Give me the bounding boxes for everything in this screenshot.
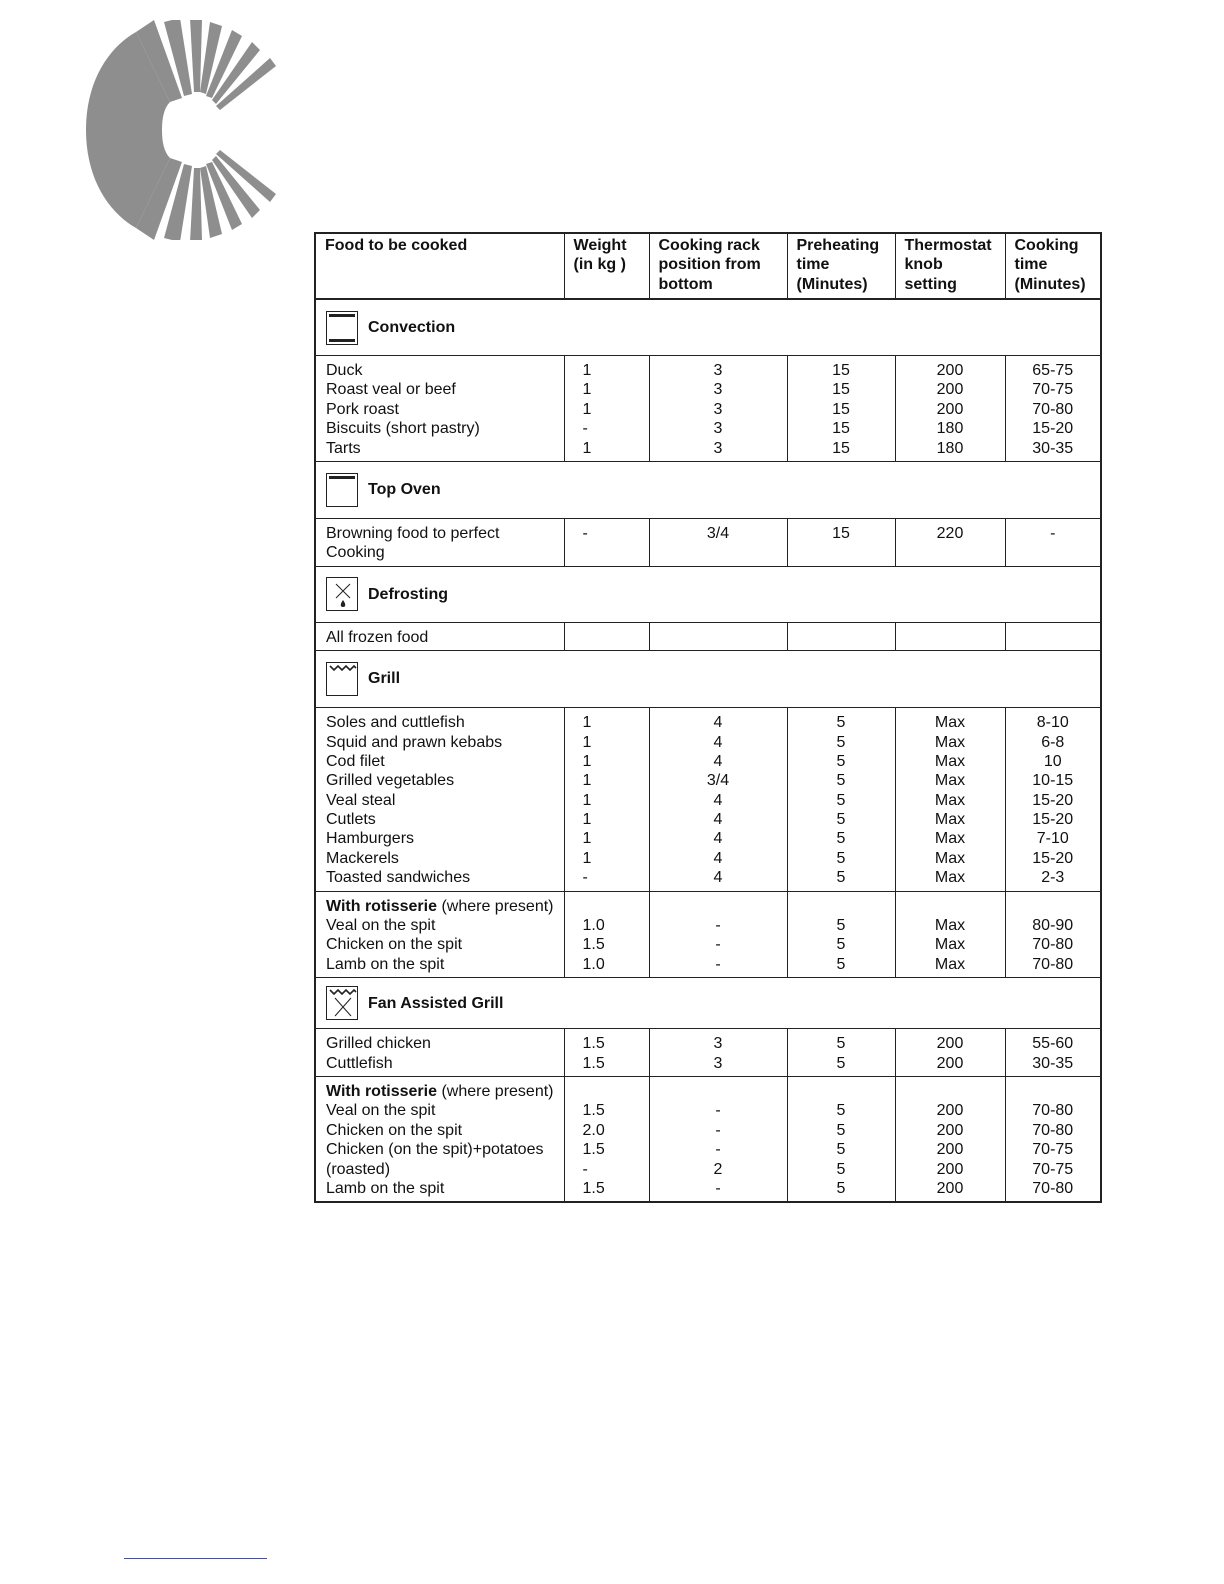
cell-line: Chicken (on the spit)+potatoes xyxy=(326,1141,544,1159)
preheat-cell xyxy=(787,1029,895,1077)
cell-line: 1 xyxy=(582,714,592,732)
fan-grill-mode-icon xyxy=(326,986,358,1020)
cell-line: Max xyxy=(934,849,966,867)
cell-line: 3 xyxy=(713,1054,723,1072)
cell-line: 6-8 xyxy=(1041,733,1065,751)
header-food: Food to be cooked xyxy=(315,233,564,299)
cell-line: Max xyxy=(934,917,966,935)
cell-line: 200 xyxy=(936,381,964,399)
cell-line: 4 xyxy=(713,849,723,867)
cell-line: Veal steal xyxy=(326,791,396,809)
weight-cell xyxy=(564,518,649,566)
section-title: Convection xyxy=(368,318,456,336)
cell-line: 5 xyxy=(836,936,846,954)
cell-line: 3 xyxy=(713,381,723,399)
food-cell xyxy=(315,518,564,566)
cell-line: 5 xyxy=(836,752,846,770)
cell-line: 70-75 xyxy=(1032,381,1074,399)
cell-line: Max xyxy=(934,733,966,751)
thermostat-cell xyxy=(895,356,1005,462)
cell-line: 1 xyxy=(582,362,592,379)
cell-line: 5 xyxy=(836,1121,846,1139)
thermostat-cell xyxy=(895,622,1005,650)
grill-mode-icon xyxy=(326,662,358,696)
cell-line: 5 xyxy=(836,1179,846,1197)
cell-line: 10-15 xyxy=(1032,772,1074,790)
cell-line: 30-35 xyxy=(1032,1054,1074,1072)
food-cell xyxy=(315,356,564,462)
cell-line xyxy=(650,543,787,562)
cell-line: 180 xyxy=(936,420,964,438)
table-row-group xyxy=(315,356,1101,462)
cell-line: 15 xyxy=(832,362,850,379)
cooking-time-cell xyxy=(1005,622,1101,650)
cell-line: 1.5 xyxy=(582,1102,605,1120)
cell-line: Duck xyxy=(326,362,363,379)
cell-line: 65-75 xyxy=(1032,362,1074,379)
cell-line xyxy=(896,628,1005,647)
section-defrosting xyxy=(315,566,1101,622)
cell-line: 4 xyxy=(713,714,723,732)
food-cell xyxy=(315,1029,564,1077)
cell-line: Max xyxy=(934,811,966,829)
cell-line: Hamburgers xyxy=(326,830,415,848)
cell-line: 3/4 xyxy=(706,524,730,542)
cell-line: - xyxy=(715,955,721,973)
cell-line: 1.5 xyxy=(582,936,605,954)
section-title: Defrosting xyxy=(368,585,448,603)
cell-line: Max xyxy=(934,936,966,954)
cell-line: 15-20 xyxy=(1032,811,1074,829)
preheat-cell xyxy=(787,356,895,462)
cell-line xyxy=(788,628,895,647)
cell-line: Pork roast xyxy=(326,400,399,418)
cell-line: 1 xyxy=(582,752,592,770)
table-row-group xyxy=(315,1076,1101,1202)
cell-line: Soles and cuttlefish xyxy=(326,714,465,732)
cell-line: 200 xyxy=(936,1102,964,1120)
cell-line xyxy=(650,628,787,647)
cell-line: Max xyxy=(934,752,966,770)
food-cell xyxy=(315,622,564,650)
cell-line: 15 xyxy=(832,420,850,438)
header-weight: Weight (in kg ) xyxy=(564,233,649,299)
cell-line: 3 xyxy=(713,439,723,457)
cell-line: 1 xyxy=(582,400,592,418)
cooking-time-cell xyxy=(1005,518,1101,566)
cell-line: Veal on the spit xyxy=(326,1102,436,1120)
cell-line: Roast veal or beef xyxy=(326,381,456,399)
cell-line: 5 xyxy=(836,849,846,867)
cell-line: 1.5 xyxy=(582,1179,605,1197)
cell-line: 70-80 xyxy=(1032,955,1074,973)
food-cell xyxy=(315,891,564,978)
rack-cell xyxy=(649,356,787,462)
cell-line: 1 xyxy=(582,439,592,457)
preheat-cell xyxy=(787,1076,895,1202)
section-fan-grill xyxy=(315,978,1101,1029)
cell-line: 4 xyxy=(713,811,723,829)
cell-line: - xyxy=(715,1102,721,1120)
cell-line: 1 xyxy=(582,791,592,809)
brand-logo xyxy=(86,20,282,240)
cell-line: 200 xyxy=(936,1141,964,1159)
rack-cell xyxy=(649,518,787,566)
cell-line: - xyxy=(715,1121,721,1139)
cell-line: 5 xyxy=(836,1141,846,1159)
rack-cell xyxy=(649,1076,787,1202)
cell-line: 55-60 xyxy=(1032,1035,1074,1053)
preheat-cell xyxy=(787,518,895,566)
cell-line: 200 xyxy=(936,1179,964,1197)
cell-line: Squid and prawn kebabs xyxy=(326,733,503,751)
cell-line: 80-90 xyxy=(1032,917,1074,935)
cell-line: 5 xyxy=(836,917,846,935)
table-row-group xyxy=(315,518,1101,566)
cell-line: 4 xyxy=(713,869,723,887)
rack-cell xyxy=(649,1029,787,1077)
cell-line: 10 xyxy=(1043,752,1062,770)
food-cell xyxy=(315,708,564,892)
cell-line: 1 xyxy=(582,830,592,848)
cell-line: 5 xyxy=(836,714,846,732)
cell-line: 200 xyxy=(936,400,964,418)
cell-line: Toasted sandwiches xyxy=(326,869,471,887)
section-grill xyxy=(315,651,1101,708)
cell-line: Max xyxy=(934,791,966,809)
table-row-group xyxy=(315,708,1101,892)
cell-line: 15 xyxy=(832,381,850,399)
weight-cell xyxy=(564,891,649,978)
weight-cell xyxy=(564,708,649,892)
cell-line: Lamb on the spit xyxy=(326,1179,445,1197)
cell-line xyxy=(896,543,1005,562)
cell-line xyxy=(1006,628,1101,647)
cell-line: 5 xyxy=(836,1054,846,1072)
thermostat-cell xyxy=(895,1029,1005,1077)
cell-line: - xyxy=(715,936,721,954)
cell-line: 70-75 xyxy=(1032,1160,1074,1178)
cell-line: 15 xyxy=(832,524,850,542)
weight-cell xyxy=(564,1076,649,1202)
preheat-cell xyxy=(787,622,895,650)
cell-line: 1 xyxy=(582,733,592,751)
cell-line: Max xyxy=(934,714,966,732)
cell-line: - xyxy=(582,869,588,887)
cell-line: Grilled vegetables xyxy=(326,772,455,790)
cell-line: - xyxy=(715,1179,721,1197)
cell-line: 1.5 xyxy=(582,1035,605,1053)
cell-line: Tarts xyxy=(326,439,361,457)
cell-line: 70-80 xyxy=(1032,936,1074,954)
cooking-time-cell xyxy=(1005,891,1101,978)
cell-line: Cod filet xyxy=(326,752,385,770)
food-cell xyxy=(315,1076,564,1202)
cell-line: 7-10 xyxy=(1036,830,1069,848)
rack-cell xyxy=(649,622,787,650)
cell-line xyxy=(788,543,895,562)
cell-line: 70-80 xyxy=(1032,1121,1074,1139)
cell-line: 1 xyxy=(582,381,592,399)
cell-line: 5 xyxy=(836,733,846,751)
cell-line: - xyxy=(582,1160,588,1178)
cell-line: Cuttlefish xyxy=(326,1054,393,1072)
cell-line: 5 xyxy=(836,772,846,790)
preheat-cell xyxy=(787,891,895,978)
cell-line: 1.0 xyxy=(582,917,605,935)
cooking-time-cell xyxy=(1005,1076,1101,1202)
cell-line: 5 xyxy=(836,1035,846,1053)
cell-line: 5 xyxy=(836,811,846,829)
rack-cell xyxy=(649,708,787,892)
cell-line: 15-20 xyxy=(1032,849,1074,867)
cell-line: Veal on the spit xyxy=(326,917,436,935)
cell-line xyxy=(583,543,649,562)
cell-line: Lamb on the spit xyxy=(326,955,445,973)
cell-line: 3 xyxy=(713,400,723,418)
cell-line: - xyxy=(715,1141,721,1159)
cell-line: Max xyxy=(934,772,966,790)
cell-line: 220 xyxy=(936,524,964,542)
thermostat-cell xyxy=(895,708,1005,892)
section-title: Grill xyxy=(368,670,401,688)
cell-line: Max xyxy=(934,830,966,848)
header-cooking-time: Cooking time (Minutes) xyxy=(1005,233,1101,299)
table-header xyxy=(315,233,1101,299)
cell-line: Grilled chicken xyxy=(326,1035,431,1053)
cell-line: (roasted) xyxy=(326,1160,391,1178)
cell-line: 180 xyxy=(936,439,964,457)
section-convection xyxy=(315,299,1101,356)
cell-line: 5 xyxy=(836,1102,846,1120)
weight-cell xyxy=(564,356,649,462)
preheat-cell xyxy=(787,708,895,892)
cell-line: 30-35 xyxy=(1032,439,1074,457)
rotisserie-label: With rotisserie xyxy=(326,897,437,915)
cell-line: Max xyxy=(934,869,966,887)
cell-line: 5 xyxy=(836,869,846,887)
cell-line: 70-80 xyxy=(1032,400,1074,418)
cell-line: 1.5 xyxy=(582,1054,605,1072)
cell-line: 4 xyxy=(713,830,723,848)
cell-line: 1.5 xyxy=(582,1141,605,1159)
thermostat-cell xyxy=(895,518,1005,566)
cell-line xyxy=(1006,543,1101,562)
cell-line: 3/4 xyxy=(706,772,730,790)
cell-line: 2-3 xyxy=(1041,869,1065,887)
cell-line: Chicken on the spit xyxy=(326,936,463,954)
cell-line: 1 xyxy=(582,849,592,867)
cell-line: - xyxy=(582,420,588,438)
cell-line: 200 xyxy=(936,1160,964,1178)
rotisserie-note: (where present) xyxy=(437,897,554,915)
cooking-time-cell xyxy=(1005,708,1101,892)
cell-line: 15-20 xyxy=(1032,420,1074,438)
section-title: Top Oven xyxy=(368,481,441,499)
rack-cell xyxy=(649,891,787,978)
rotisserie-note: (where present) xyxy=(437,1082,554,1100)
cell-line: 3 xyxy=(713,1035,723,1053)
cell-line: 5 xyxy=(836,955,846,973)
header-thermostat: Thermostat knob setting xyxy=(895,233,1005,299)
cell-line: Cutlets xyxy=(326,811,376,829)
cell-line: 15 xyxy=(832,400,850,418)
cell-line: 1 xyxy=(582,772,592,790)
cell-line: Cooking xyxy=(326,544,385,562)
cell-line: 200 xyxy=(936,1054,964,1072)
cooking-time-cell xyxy=(1005,1029,1101,1077)
cell-line: 5 xyxy=(836,1160,846,1178)
cell-line: 4 xyxy=(713,791,723,809)
rotisserie-label: With rotisserie xyxy=(326,1082,437,1100)
thermostat-cell xyxy=(895,891,1005,978)
cell-line: - xyxy=(582,524,588,542)
cell-line: 70-75 xyxy=(1032,1141,1074,1159)
cooking-time-cell xyxy=(1005,356,1101,462)
table-row-group xyxy=(315,1029,1101,1077)
cell-line: 5 xyxy=(836,791,846,809)
cell-line: 1.0 xyxy=(582,955,605,973)
cooking-table xyxy=(314,232,1102,1203)
cell-line: Browning food to perfect xyxy=(326,524,500,542)
header-preheat: Preheating time (Minutes) xyxy=(787,233,895,299)
footer-rule xyxy=(124,1558,267,1559)
header-rack: Cooking rack position from bottom xyxy=(649,233,787,299)
top-oven-mode-icon xyxy=(326,473,358,507)
cell-line: Mackerels xyxy=(326,849,399,867)
cell-line: 3 xyxy=(713,362,723,379)
cell-line: 8-10 xyxy=(1036,714,1069,732)
defrost-mode-icon xyxy=(326,577,358,611)
cell-line: 200 xyxy=(936,1035,964,1053)
weight-cell xyxy=(564,1029,649,1077)
cell-line: All frozen food xyxy=(326,628,429,646)
cell-line: 200 xyxy=(936,1121,964,1139)
cell-line: 1 xyxy=(582,811,592,829)
section-title: Fan Assisted Grill xyxy=(368,994,504,1012)
cell-line: Chicken on the spit xyxy=(326,1121,463,1139)
weight-cell xyxy=(564,622,649,650)
table-row-group xyxy=(315,622,1101,650)
cell-line: 200 xyxy=(936,362,964,379)
cell-line: - xyxy=(715,917,721,935)
cell-line: 3 xyxy=(713,420,723,438)
cell-line: - xyxy=(1050,524,1056,542)
cell-line: Max xyxy=(934,955,966,973)
cell-line: 70-80 xyxy=(1032,1179,1074,1197)
cell-line: 15 xyxy=(832,439,850,457)
cell-line: 5 xyxy=(836,830,846,848)
section-top-oven xyxy=(315,461,1101,518)
cell-line: 70-80 xyxy=(1032,1102,1074,1120)
table-row-group xyxy=(315,891,1101,978)
thermostat-cell xyxy=(895,1076,1005,1202)
cell-line: 2 xyxy=(713,1160,723,1178)
cell-line: 4 xyxy=(713,752,723,770)
cell-line: 2.0 xyxy=(582,1121,605,1139)
cell-line: 4 xyxy=(713,733,723,751)
cell-line: Biscuits (short pastry) xyxy=(326,420,480,438)
cell-line xyxy=(583,628,649,647)
convection-mode-icon xyxy=(326,311,358,345)
cell-line: 15-20 xyxy=(1032,791,1074,809)
